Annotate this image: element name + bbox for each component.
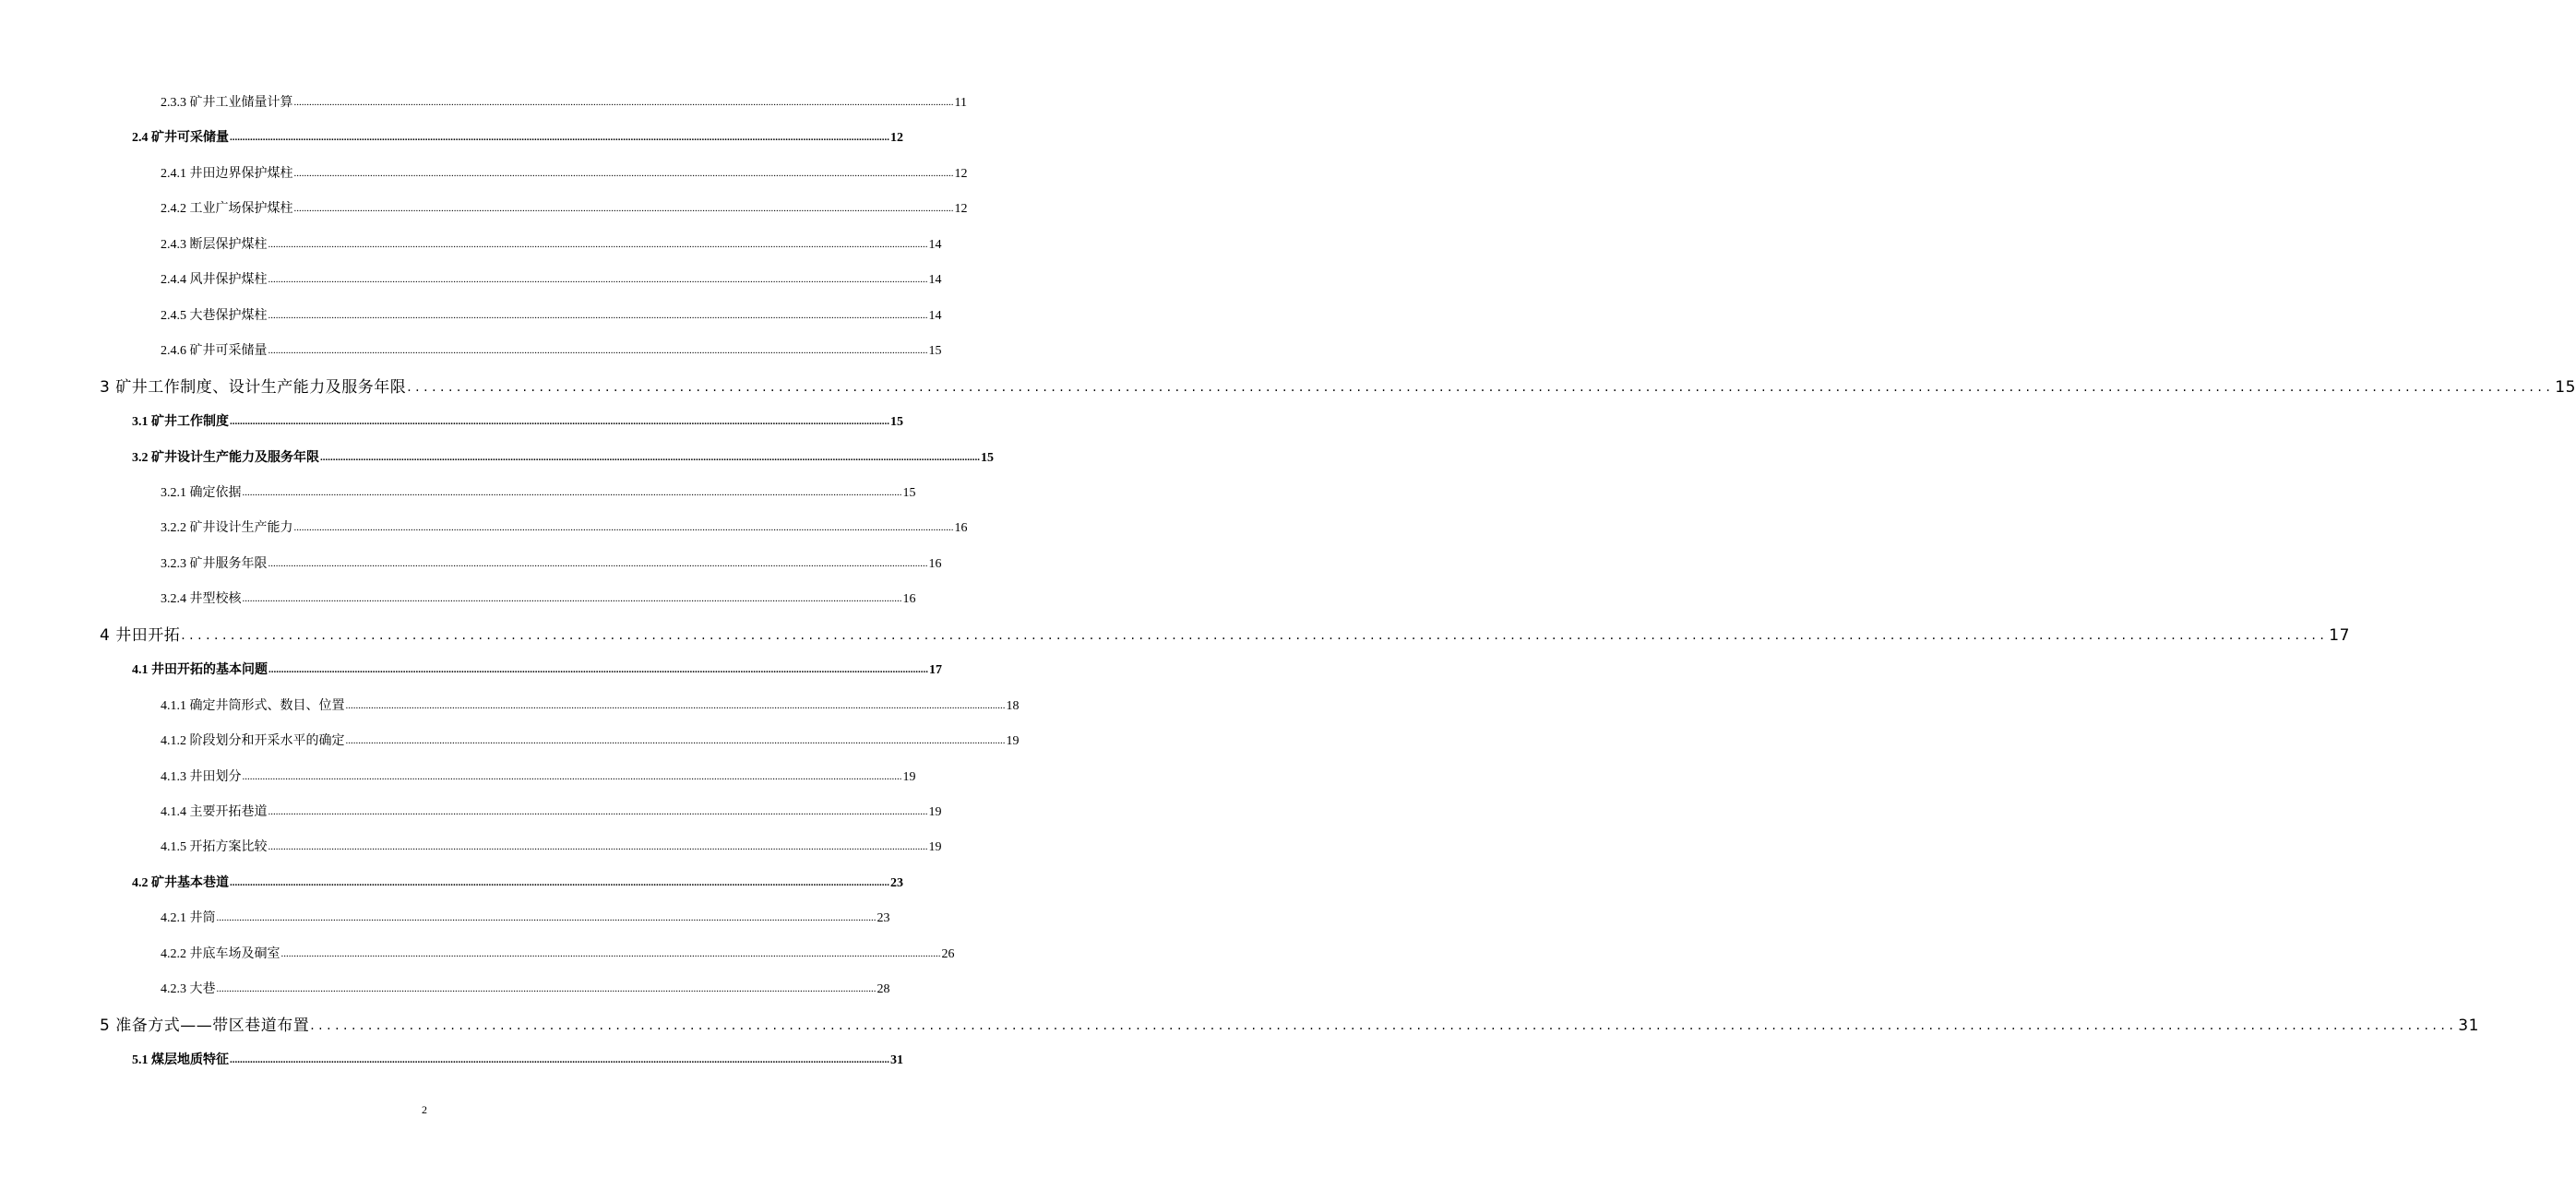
toc-leader-dots: .................................................................................................................................................................................................................................................................... [181,627,2329,643]
toc-leader-dots: .................................................................................................................................................................................................................................................................... [230,416,889,428]
toc-leader-dots: .................................................................................................................................................................................................................................................................... [268,841,928,853]
toc-leader-dots: .................................................................................................................................................................................................................................................................... [268,806,928,817]
toc-entry[interactable] [100,374,2576,397]
toc-entry-page: 19 [902,769,916,784]
toc-entry-label: 3.2 矿井设计生产能力及服务年限 [132,450,319,465]
toc-leader-dots: .................................................................................................................................................................................................................................................................... [216,983,877,995]
toc-entry-page: 28 [877,982,890,997]
toc-entry-label: 2.4.4 风井保护煤柱 [161,273,268,288]
toc-entry[interactable] [161,696,1020,714]
toc-entry-page: 14 [928,308,942,323]
toc-entry-label: 4 井田开拓 [100,625,181,645]
toc-entry-label: 3.2.2 矿井设计生产能力 [161,521,293,536]
toc-entry-label: 2.4.1 井田边界保护煤柱 [161,166,293,181]
toc-entry-page: 14 [928,237,942,252]
toc-entry[interactable] [161,837,942,855]
toc-entry[interactable] [161,163,968,182]
toc-entry-label: 5 准备方式——带区巷道布置 [100,1016,310,1035]
toc-entry-page: 15 [981,450,994,465]
toc-entry[interactable] [161,92,967,111]
toc-entry-page: 26 [941,946,955,961]
toc-entry-page: 19 [928,840,942,855]
toc-entry-page: 12 [890,131,903,146]
toc-entry-page: 23 [890,875,903,890]
toc-leader-dots: .................................................................................................................................................................................................................................................................... [268,274,928,286]
toc-entry[interactable] [161,234,942,253]
toc-entry-page: 11 [954,96,967,110]
toc-entry-label: 2.4.6 矿井可采储量 [161,344,268,359]
toc-leader-dots: .................................................................................................................................................................................................................................................................... [293,167,954,179]
toc-entry[interactable] [161,553,942,572]
toc-entry-label: 4.2.1 井筒 [161,911,216,926]
toc-entry-page: 15 [890,415,903,430]
toc-leader-dots: .................................................................................................................................................................................................................................................................... [242,593,902,605]
toc-entry[interactable] [100,1012,2479,1035]
toc-entry-label: 2.4 矿井可采储量 [132,131,229,146]
toc-leader-dots: .................................................................................................................................................................................................................................................................... [268,345,928,357]
toc-leader-dots: .................................................................................................................................................................................................................................................................... [268,664,928,676]
toc-entry-label: 4.1.3 井田划分 [161,769,242,784]
toc-entry[interactable] [161,589,916,607]
toc-entry-label: 3.2.3 矿井服务年限 [161,556,268,571]
toc-entry[interactable] [161,305,942,324]
toc-leader-dots: .................................................................................................................................................................................................................................................................... [407,379,2555,395]
toc-leader-dots: .................................................................................................................................................................................................................................................................... [293,203,954,215]
toc-entry[interactable] [161,731,1020,749]
toc-leader-dots: .................................................................................................................................................................................................................................................................... [345,699,1006,711]
toc-entry[interactable] [132,447,994,466]
toc-entry-page: 15 [902,485,916,500]
toc-leader-dots: .................................................................................................................................................................................................................................................................... [293,97,954,108]
page-number: 2 [422,1103,427,1116]
toc-entry-label: 2.3.3 矿井工业储量计算 [161,96,293,110]
toc-entry-page: 16 [954,521,968,536]
toc-entry-label: 3.2.4 井型校核 [161,592,242,607]
toc-leader-dots: .................................................................................................................................................................................................................................................................... [242,770,902,782]
toc-entry-label: 2.4.5 大巷保护煤柱 [161,308,268,323]
toc-entry-page: 18 [1006,698,1020,713]
toc-entry-page: 16 [928,556,942,571]
toc-leader-dots: .................................................................................................................................................................................................................................................................... [293,522,954,534]
toc-entry[interactable] [161,198,968,217]
toc-leader-dots: .................................................................................................................................................................................................................................................................... [310,1017,2458,1033]
toc-entry-page: 19 [1006,734,1020,749]
toc-entry-label: 3 矿井工作制度、设计生产能力及服务年限 [100,377,407,397]
toc-leader-dots: .................................................................................................................................................................................................................................................................... [345,735,1006,747]
toc-entry-label: 4.1 井田开拓的基本问题 [132,663,268,678]
toc-entry[interactable] [161,482,916,501]
toc-entry[interactable] [161,517,968,536]
toc-entry-label: 4.2 矿井基本巷道 [132,875,229,890]
toc-leader-dots: .................................................................................................................................................................................................................................................................... [230,1054,889,1066]
toc-entry[interactable] [132,127,903,146]
toc-entry-label: 2.4.3 断层保护煤柱 [161,237,268,252]
toc-entry-page: 12 [954,166,968,181]
toc-entry-page: 19 [928,805,942,819]
toc-entry[interactable] [132,411,903,430]
toc-leader-dots: .................................................................................................................................................................................................................................................................... [216,912,877,924]
toc-entry-label: 5.1 煤层地质特征 [132,1053,229,1068]
toc-entry[interactable] [132,660,942,678]
toc-entry[interactable] [132,873,903,891]
toc-entry-label: 4.2.2 井底车场及硐室 [161,946,280,961]
toc-entry-page: 23 [877,911,890,926]
toc-entry[interactable] [161,979,890,997]
toc-entry-label: 4.1.1 确定井筒形式、数目、位置 [161,698,345,713]
toc-entry[interactable] [132,1050,903,1068]
toc-entry-label: 3.2.1 确定依据 [161,485,242,500]
toc-entry-page: 15 [928,344,942,359]
toc-entry-label: 4.1.5 开拓方案比较 [161,840,268,855]
toc-entry-page: 17 [929,663,942,678]
toc-leader-dots: .................................................................................................................................................................................................................................................................... [242,486,902,498]
toc-entry-label: 4.2.3 大巷 [161,982,216,997]
toc-leader-dots: .................................................................................................................................................................................................................................................................... [268,238,928,250]
toc-entry-label: 3.1 矿井工作制度 [132,415,229,430]
toc-entry-page: 15 [2555,377,2576,397]
toc-entry-page: 12 [954,202,968,217]
toc-entry-page: 31 [890,1053,903,1068]
toc-leader-dots: .................................................................................................................................................................................................................................................................... [268,557,928,569]
toc-entry-page: 17 [2329,625,2350,645]
toc-entry[interactable] [161,908,890,926]
toc-leader-dots: .................................................................................................................................................................................................................................................................... [320,451,980,463]
toc-leader-dots: .................................................................................................................................................................................................................................................................... [230,132,889,144]
toc-entry[interactable] [161,802,942,820]
toc-entry-page: 31 [2458,1016,2479,1035]
toc-entry[interactable] [161,269,942,288]
toc-entry[interactable] [100,622,2350,645]
toc-entry-label: 4.1.2 阶段划分和开采水平的确定 [161,734,345,749]
toc-leader-dots: .................................................................................................................................................................................................................................................................... [280,947,941,959]
toc-entry[interactable] [161,767,916,785]
toc-entry-label: 2.4.2 工业广场保护煤柱 [161,202,293,217]
toc-entry[interactable] [161,944,955,962]
toc-entry-label: 4.1.4 主要开拓巷道 [161,805,268,819]
toc-entry[interactable] [161,340,942,359]
toc-leader-dots: .................................................................................................................................................................................................................................................................... [230,876,889,888]
toc-entry-page: 16 [902,592,916,607]
toc-entry-page: 14 [928,273,942,288]
toc-leader-dots: .................................................................................................................................................................................................................................................................... [268,309,928,321]
